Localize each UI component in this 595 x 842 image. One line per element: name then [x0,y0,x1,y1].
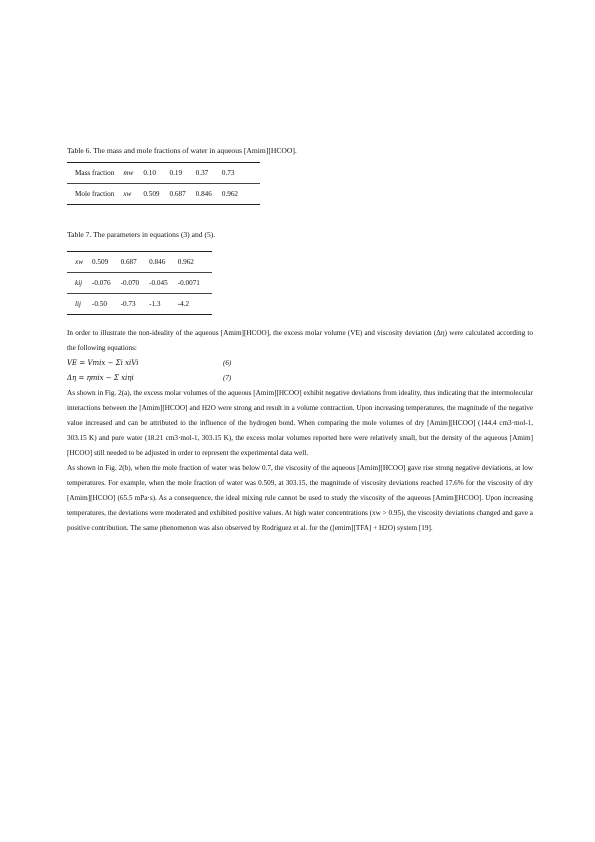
row-label: xw [67,252,87,273]
table-row [67,163,260,184]
table-cell: 0.37 [191,163,217,184]
table6 [67,162,260,205]
equation-7-number: (7) [223,374,232,382]
table-cell: 0.846 [195,190,212,198]
table-cell: -0.0071 [173,273,212,294]
table-cell: -0.076 [87,273,116,294]
table-row [67,273,212,294]
row-label: Mass fraction [67,163,118,184]
table-cell: 0.73 [217,163,260,184]
table-cell: -4.2 [177,300,190,308]
table-cell: 0.509 [87,252,116,273]
table-cell: -0.73 [120,300,136,308]
row-symbol: mw [118,163,138,184]
row-symbol: xw [123,190,132,198]
table-row [67,252,212,273]
equation-7 [67,371,533,386]
equation-6 [67,356,533,371]
body-text [67,326,533,536]
row-label: Mole fraction [75,190,115,198]
row-label: lij [75,300,81,308]
paragraph-volume: As shown in Fig. 2(a), the excess molar volumes of the aqueous [Amim][HCOO] exhibit negative deviations from ideality, thus indicating that the intermolecular interactions between the [Amim][HCOO] and H2O were strong and result in a volume contraction. Upon increasing temperatures, the magnitude of the negative value increased and can be attributed to the influence of the hydrogen bond. When comparing the mole volumes of dry [Amim][HCOO] (144.4 cm3·mol-1, 303.15 K) and pure water (18.21 cm3·mol-1, 303.15 K), the excess molar volumes reported here were relatively small, but the density of the aqueous [Amim][HCOO] still needed to be adjusted in order to represent the experimental data well. [67,389,533,457]
table7-caption: Table 7. The parameters in equations (3) and (5). [67,230,216,239]
table-row [67,184,260,205]
table-cell: 0.687 [169,190,186,198]
table-cell: 0.10 [138,163,164,184]
table-row [67,294,212,315]
table-cell: 0.962 [221,190,239,198]
table-cell: -0.045 [144,273,173,294]
table-cell: 0.846 [144,252,173,273]
table7 [67,251,212,315]
table-cell: -0.50 [91,300,107,308]
equation-6-number: (6) [223,359,232,367]
paragraph-intro: In order to illustrate the non-ideality of the aqueous [Amim][HCOO], the excess molar volume (VE) and viscosity deviation (Δη) were calculated according to the following equations: [67,329,533,352]
table-cell: -1.3 [149,300,161,308]
table-cell: 0.19 [165,163,191,184]
row-label: kij [67,273,87,294]
table-cell: -0.070 [116,273,145,294]
equation-6-expression: VE = Vmix − Σi xiVi [67,359,139,367]
paragraph-viscosity: As shown in Fig. 2(b), when the mole fraction of water was below 0.7, the viscosity of the aqueous [Amim][HCOO] gave rise strong negative deviations, at low temperatures. For example, when the mole fraction of water was 0.509, at 303.15, the magnitude of viscosity deviations reached 17.6% for the viscosity of dry [Amim][HCOO] (65.5 mPa·s). As a consequence, the ideal mixing rule cannot be used to study the viscosity of the aqueous [Amim][HCOO]. Upon increasing temperatures, the deviations were moderated and exhibited positive values. At high water concentrations (xw > 0.95), the viscosity deviations changed and gave a positive contribution. The same phenomenon was also observed by Rodriguez et al. for the ([emim][TFA] + H2O) system [19]. [67,464,533,532]
table6-caption: Table 6. The mass and mole fractions of water in aqueous [Amim][HCOO]. [67,146,297,155]
table-cell: 0.687 [116,252,145,273]
table-cell: 0.509 [143,190,160,198]
table-cell: 0.962 [173,252,212,273]
equation-7-expression: Δη = ηmix − Σ xiηi [67,374,134,382]
